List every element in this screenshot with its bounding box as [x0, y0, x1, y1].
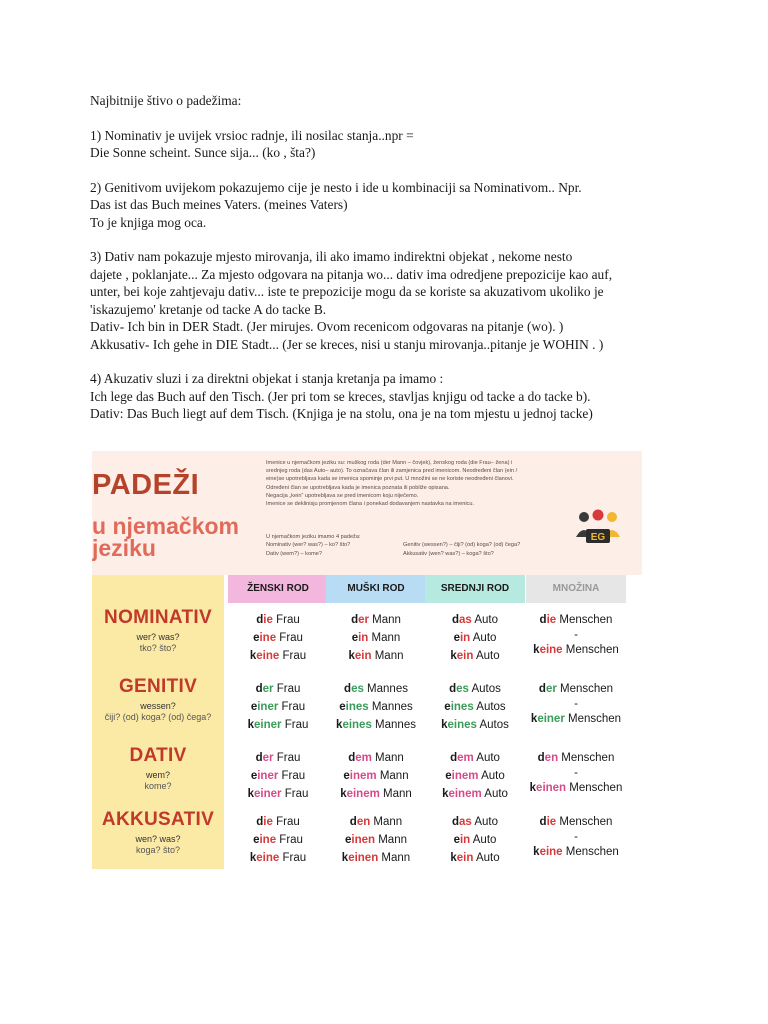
text-line: Dativ: Das Buch liegt auf dem Tisch. (Knjiga je na stolu, ona je na tom mjestu u jednoj tacke) [90, 406, 593, 421]
article-noun: der Menschen [538, 683, 614, 695]
case-question-local: čiji? (od) koga? (od) čega? [104, 712, 212, 722]
text-line: unter, bei koje zahtjevaju dativ... iste te prepozicije mogu da se koriste sa akuzativom ukoliko je [90, 284, 604, 299]
article-noun: einer Frau [250, 770, 306, 782]
case-nominativ [92, 607, 224, 654]
intro-line: eine)se upotrebljava kada se imenica spominje prvi put. U množini se ne koriste neodređeni članovi. [266, 476, 514, 483]
table-cell [425, 680, 525, 734]
paragraph-dativ [90, 248, 700, 353]
intro-line: Imenice u njemačkom jeziku su: muškog roda (der Mann – čovjek), ženskog roda (die Frau– žena) i [266, 460, 513, 466]
article-noun: des Autos [449, 683, 501, 695]
text-line: Dativ- Ich bin in DER Stadt. (Jer mirujes. Ovom recenicom odgovaras na pitanje (wo). ) [90, 319, 564, 334]
column-header-muski: MUŠKI ROD [326, 575, 426, 603]
article-noun: den Mann [349, 816, 403, 828]
table-cell [526, 749, 626, 797]
article-noun: die Frau [256, 614, 300, 626]
text-line: 3) Dativ nam pokazuje mjesto mirovanja, ili ako imamo indirektni objekat , nekome nesto [90, 249, 573, 264]
case-name: DATIV [129, 745, 187, 766]
case-question-de: wen? was? [135, 834, 181, 844]
article-noun: keiner Frau [247, 719, 309, 731]
intro-line: Negacija „kein“ upotrebljava se pred imenicom koju niječemo. [266, 492, 419, 499]
logo-text: EG [590, 532, 606, 543]
article-noun: einem Mann [343, 770, 409, 782]
case-akkusativ [92, 809, 224, 856]
infographic-title: PADEŽI [92, 469, 200, 501]
article-noun: keine Frau [249, 852, 307, 864]
article-noun: das Auto [451, 614, 499, 626]
text-line: To je knjiga mog oca. [90, 214, 207, 230]
eg-logo-icon [570, 507, 626, 547]
article-noun: eine Frau [253, 632, 303, 644]
cases-infographic [92, 451, 642, 869]
table-cell [228, 749, 328, 803]
case-question-local: koga? što? [135, 845, 181, 855]
article-noun: ein Auto [453, 632, 497, 644]
table-cell [228, 680, 328, 734]
article-noun: einen Mann [344, 834, 407, 846]
infographic-intro [266, 459, 611, 508]
article-noun: - [574, 831, 578, 843]
case-question-de: wem? [145, 770, 170, 780]
article-noun: eine Frau [253, 834, 303, 846]
case-genitiv [92, 676, 224, 723]
case-question-de: wessen? [140, 701, 176, 711]
article-noun: keinen Menschen [529, 782, 623, 794]
case-name: GENITIV [118, 676, 198, 697]
column-header-srednji: SREDNJI ROD [425, 575, 525, 603]
case-question-de: wer? was? [136, 632, 180, 642]
cases-list-row: Dativ (wem?) – kome? Akkusativ (wen? was?) – koga? što? [266, 550, 494, 557]
table-cell [425, 813, 525, 867]
article-noun: keiner Menschen [530, 713, 622, 725]
article-noun: ein Auto [453, 834, 497, 846]
case-question-local: tko? što? [139, 643, 177, 653]
document-body [90, 92, 700, 440]
table-cell [425, 749, 525, 803]
intro-line: Imenice se deklinisju promjenom člana i ponekad dodavanjem nastavka na imenicu. [266, 501, 475, 508]
article-noun: kein Auto [450, 852, 500, 864]
article-noun: keiner Frau [247, 788, 309, 800]
case-dativ [92, 745, 224, 792]
text-line: 4) Akuzativ sluzi i za direktni objekat i stanja kretanja pa imamo : [90, 371, 444, 386]
cases-list-row: Nominativ (wer? was?) – ko? što? Genitiv (wessen?) – čiji? (od) koga? (od) čega? [266, 542, 521, 549]
article-noun: - [574, 629, 578, 641]
article-noun: kein Auto [450, 650, 500, 662]
column-header-mnozina: MNOŽINA [526, 575, 626, 603]
table-cell [326, 680, 426, 734]
article-noun: eines Mannes [339, 701, 413, 713]
cases-list [266, 533, 606, 558]
article-noun: einem Auto [445, 770, 505, 782]
text-line: 2) Genitivom uvijekom pokazujemo cije je nesto i ide u kombinaciji sa Nominativom.. Npr. [90, 179, 582, 195]
intro-line: srednjeg roda (das Auto– auto). To označava član ili zamjenica pred imenicom. Neodređeni član (ein / [266, 468, 518, 475]
doc-heading: Najbitnije štivo o padežima: [90, 93, 242, 108]
text-line: Akkusativ- Ich gehe in DIE Stadt... (Jer se kreces, nisi u stanju mirovanja..pitanje je WOHIN . ) [90, 336, 604, 352]
table-cell [326, 813, 426, 867]
table-cell [228, 611, 328, 665]
article-noun: kein Mann [348, 650, 404, 662]
article-noun: - [574, 767, 578, 779]
article-noun: des Mannes [344, 683, 408, 695]
article-noun: den Menschen [537, 752, 615, 764]
article-noun: einer Frau [250, 701, 306, 713]
infographic-subtitle: u njemačkom jeziku [92, 513, 239, 561]
article-noun: die Menschen [539, 614, 613, 626]
text-line: Das ist das Buch meines Vaters. (meines Vaters) [90, 197, 348, 212]
table-cell [526, 813, 626, 861]
article-noun: keinen Mann [341, 852, 411, 864]
paragraph-genitiv [90, 179, 700, 232]
article-noun: keines Autos [441, 719, 509, 731]
text-line: Ich lege das Buch auf den Tisch. (Jer pri tom se kreces, stavljas knjigu od tacke a do tacke b). [90, 388, 591, 404]
case-name: NOMINATIV [104, 607, 212, 628]
article-noun: keine Menschen [533, 644, 619, 656]
article-noun: keine Menschen [533, 846, 619, 858]
table-cell [326, 611, 426, 665]
article-noun: der Frau [255, 752, 301, 764]
article-noun: die Menschen [539, 816, 613, 828]
paragraph-nominativ [90, 127, 700, 162]
infographic-header [92, 451, 642, 575]
article-noun: der Mann [351, 614, 401, 626]
article-noun: dem Mann [348, 752, 404, 764]
table-cell [526, 680, 626, 728]
table-cell [228, 813, 328, 867]
article-noun: ein Mann [351, 632, 401, 644]
table-cell [526, 611, 626, 659]
article-noun: keine Frau [249, 650, 307, 662]
intro-line: Određeni član se upotrebljava kada je imenica poznata ili pobliže opisana. [266, 484, 450, 491]
case-question-local: kome? [144, 781, 172, 791]
article-noun: das Auto [451, 816, 499, 828]
article-noun: keinem Auto [442, 788, 508, 800]
text-line: dajete , poklanjate... Za mjesto odgovara na pitanja wo... dativ ima odredjene prepozicije kao auf, [90, 266, 613, 282]
column-header-zenski: ŽENSKI ROD [228, 575, 328, 603]
cases-list-intro: U njemačkom jeziku imamo 4 padeža: [266, 534, 361, 540]
article-noun: dem Auto [450, 752, 500, 764]
text-line: 'iskazujemo' kretanje od tacke A do tacke B. [90, 301, 327, 317]
case-name: AKKUSATIV [101, 809, 215, 830]
article-noun: keines Mannes [336, 719, 416, 731]
paragraph-akuzativ [90, 370, 700, 423]
article-noun: eines Autos [444, 701, 506, 713]
text-line: 1) Nominativ je uvijek vrsioc radnje, ili nosilac stanja..npr = [90, 127, 414, 143]
article-noun: der Frau [255, 683, 301, 695]
text-line: Die Sonne scheint. Sunce sija... (ko , šta?) [90, 145, 316, 160]
article-noun: keinem Mann [340, 788, 412, 800]
table-cell [425, 611, 525, 665]
article-noun: - [574, 698, 578, 710]
table-cell [326, 749, 426, 803]
article-noun: die Frau [256, 816, 300, 828]
